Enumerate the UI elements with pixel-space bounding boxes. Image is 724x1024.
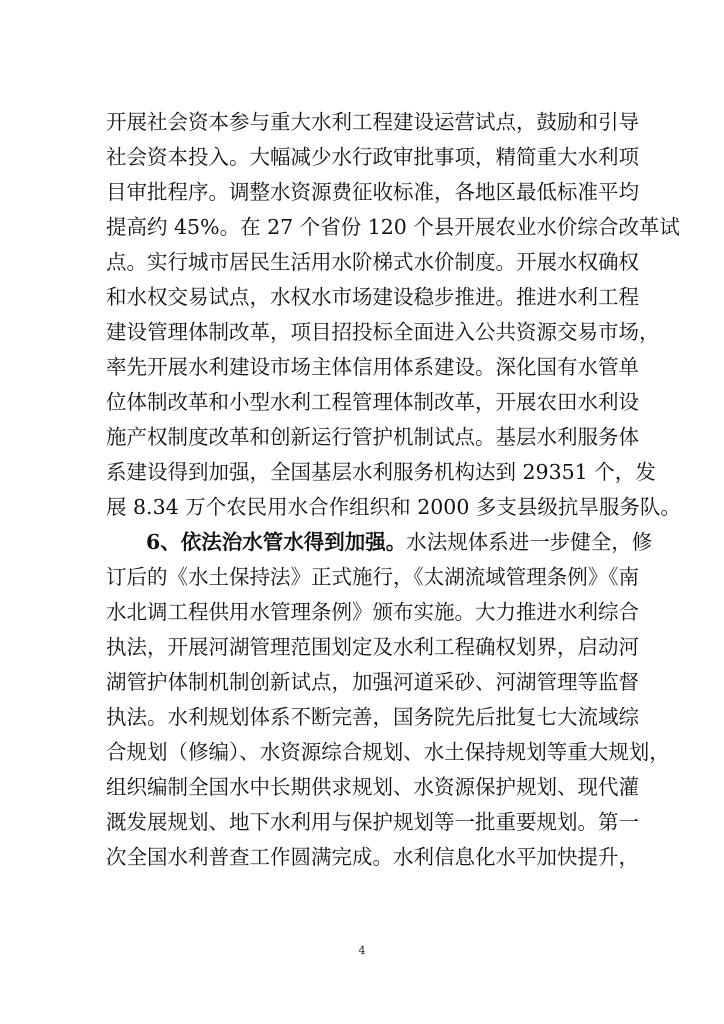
body-text-line: 湖管护体制机制创新试点，加强河道采砂、河湖管理等监督 [106,670,639,694]
body-text-line: 组织编制全国水中长期供求规划、水资源保护规划、现代灌 [106,775,639,799]
body-text-line: 点。实行城市居民生活用水阶梯式水价制度。开展水权确权 [106,250,639,274]
body-text-line: 和水权交易试点，水权水市场建设稳步推进。推进水利工程 [106,285,639,309]
body-text-line: 社会资本投入。大幅减少水行政审批事项，精简重大水利项 [106,145,639,169]
section-6-first-line [146,527,653,557]
body-text-line: 合规划（修编）、水资源综合规划、水土保持规划等重大规划， [106,740,670,764]
body-text-line: 位体制改革和小型水利工程管理体制改革，开展农田水利设 [106,390,639,414]
body-text-line: 订后的《水土保持法》正式施行，《太湖流域管理条例》《南 [106,565,639,589]
body-text-line: 系建设得到加强，全国基层水利服务机构达到 29351 个，发 [106,460,656,484]
body-text-line: 提高约 45%。在 27 个省份 120 个县开展农业水价综合改革试 [106,215,680,239]
body-text-line: 水北调工程供用水管理条例》颁布实施。大力推进水利综合 [106,600,639,624]
body-text-line: 展 8.34 万个农民用水合作组织和 2000 多支县级抗旱服务队。 [106,495,681,519]
body-text-line: 次全国水利普查工作圆满完成。水利信息化水平加快提升， [106,845,639,869]
section-6-heading: 6、依法治水管水得到加强。 [146,530,407,554]
body-text-line: 施产权制度改革和创新运行管护机制试点。基层水利服务体 [106,425,639,449]
section-6-first-line-text: 水法规体系进一步健全，修 [406,530,653,554]
body-text-line: 开展社会资本参与重大水利工程建设运营试点，鼓励和引导 [106,110,639,134]
body-text-line: 执法，开展河湖管理范围划定及水利工程确权划界，启动河 [106,635,639,659]
body-text-line: 目审批程序。调整水资源费征收标准，各地区最低标准平均 [106,180,639,204]
body-text-line: 溉发展规划、地下水利用与保护规划等一批重要规划。第一 [106,810,639,834]
body-text-line: 率先开展水利建设市场主体信用体系建设。深化国有水管单 [106,355,639,379]
body-text-line: 建设管理体制改革，项目招投标全面进入公共资源交易市场， [106,320,660,344]
body-text-line: 执法。水利规划体系不断完善，国务院先后批复七大流域综 [106,705,639,729]
page-number: 4 [358,944,366,957]
